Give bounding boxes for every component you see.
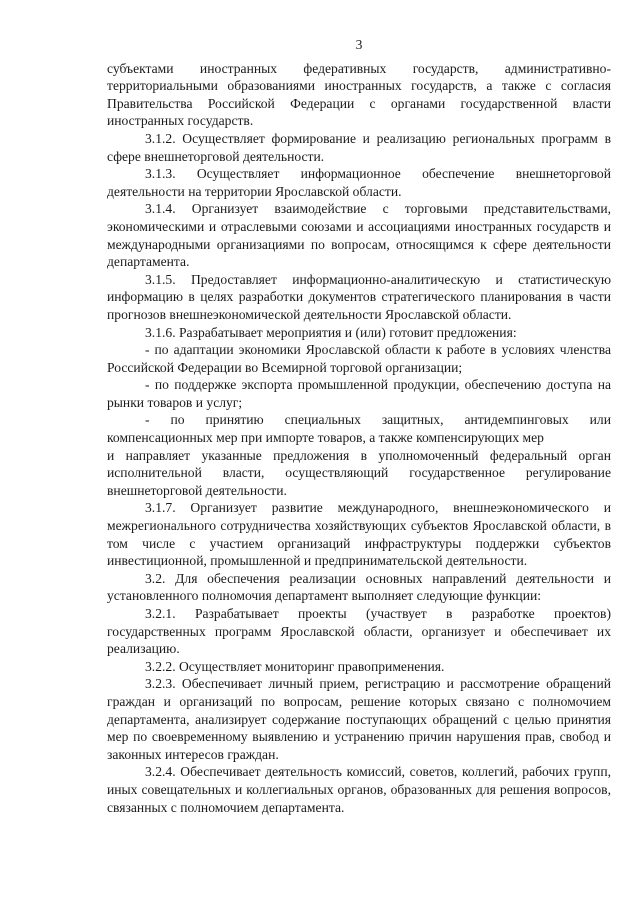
paragraph: 3.2.3. Обеспечивает личный прием, регистрацию и рассмотрение обращений граждан и организаций по вопросам, решение которых связано с полномочием департамента, анализирует содержание поступающих обращений с целью принятия мер по своевременному выявлению и устранению причин нарушения прав, свобод и законных интересов граждан. <box>107 676 611 762</box>
paragraph: 3.1.5. Предоставляет информационно-аналитическую и статистическую информацию в целях разработки документов стратегического планирования в части прогнозов внешнеэкономической деятельности Ярославской области. <box>107 271 611 322</box>
paragraph: 3.2. Для обеспечения реализации основных направлений деятельности и установленного полномочия департамент выполняет следующие функции: <box>107 570 611 604</box>
paragraph: 3.2.1. Разрабатывает проекты (участвует в разработке проектов) государственных программ Ярославской области, организует и обеспечивает их реализацию. <box>107 606 611 657</box>
paragraph: 3.2.2. Осуществляет мониторинг правоприменения. <box>145 658 445 674</box>
paragraph: 3.1.7. Организует развитие международного, внешнеэкономического и межрегионального сотрудничества хозяйствующих субъектов Ярославской области, в том числе с участием организаций инфраструктуры поддержки субъектов инвестиционной, промышленной и предпринимательской деятельности. <box>107 500 611 569</box>
document-page <box>107 36 611 816</box>
paragraph: 3.2.4. Обеспечивает деятельность комиссий, советов, коллегий, рабочих групп, иных совещательных и коллегиальных органов, образованных для решения вопросов, связанных с полномочием департамента. <box>107 764 611 815</box>
paragraph: 3.1.2. Осуществляет формирование и реализацию региональных программ в сфере внешнеторговой деятельности. <box>107 130 611 164</box>
paragraph: 3.1.4. Организует взаимодействие с торговыми представительствами, экономическими и отраслевыми союзами и ассоциациями иностранных государств и международными организациями по вопросам, относящимся к сфере деятельности департамента. <box>107 201 611 270</box>
paragraph: и направляет указанные предложения в уполномоченный федеральный орган исполнительной власти, осуществляющий государственное регулирование внешнеторговой деятельности. <box>107 447 611 498</box>
paragraph: - по адаптации экономики Ярославской области к работе в условиях членства Российской Федерации во Всемирной торговой организации; <box>107 342 611 375</box>
paragraph: - по принятию специальных защитных, антидемпинговых или компенсационных мер при импорте товаров, а также компенсирующих мер <box>107 412 611 446</box>
paragraph: 3.1.3. Осуществляет информационное обеспечение внешнеторговой деятельности на территории Ярославской области. <box>107 166 611 199</box>
page-number: 3 <box>355 37 363 52</box>
document-body <box>107 60 611 817</box>
paragraph: 3.1.6. Разрабатывает мероприятия и (или) готовит предложения: <box>145 324 517 340</box>
paragraph: - по поддержке экспорта промышленной продукции, обеспечению доступа на рынки товаров и услуг; <box>107 377 611 410</box>
paragraph: субъектами иностранных федеративных государств, административно-территориальными образованиями иностранных государств, а также с согласия Правительства Российской Федерации с органами государственной власти иностранных государств. <box>107 60 611 129</box>
